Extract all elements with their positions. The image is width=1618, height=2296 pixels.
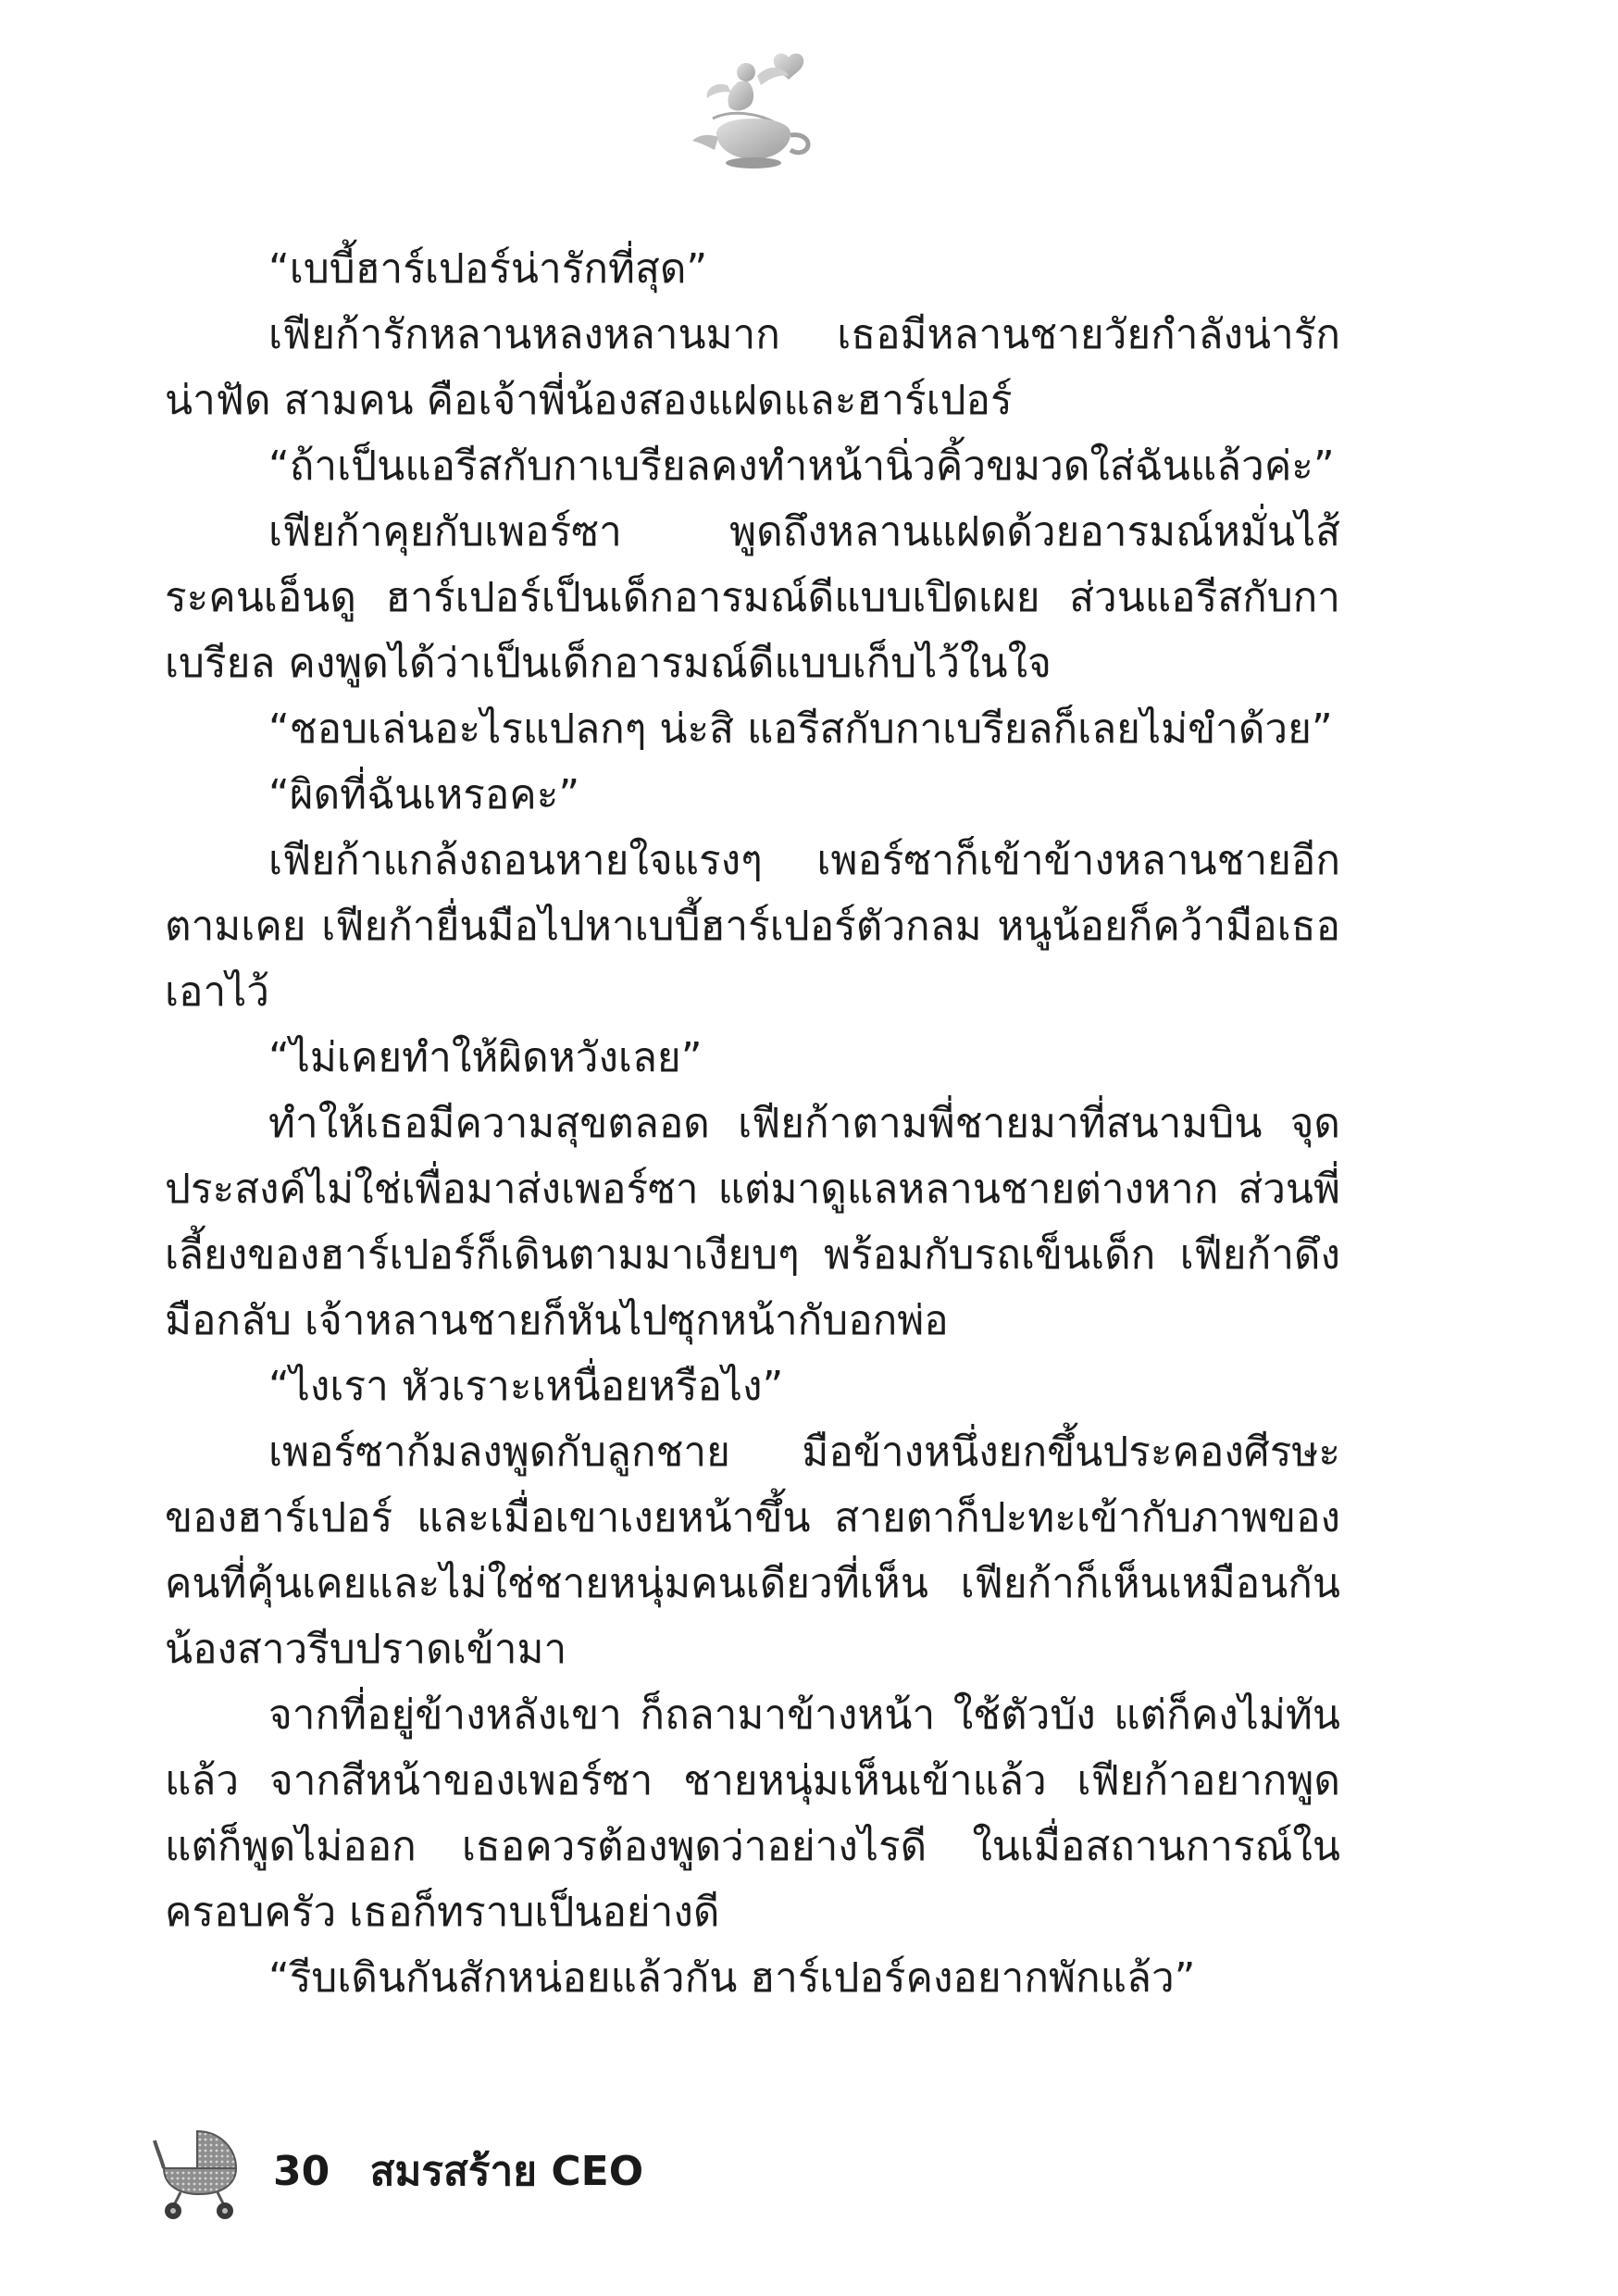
paragraph: เฟียก้ารักหลานหลงหลานมาก เธอมีหลานชายวัยกำลังน่ารักน่าฟัด สามคน คือเจ้าพี่น้องสองแฝดและฮาร์เปอร์ bbox=[165, 311, 1340, 424]
paragraph: ทำให้เธอมีความสุขตลอด เฟียก้าตามพี่ชายมาที่สนามบิน จุดประสงค์ไม่ใช่เพื่อมาส่งเพอร์ซา แต่มาดูแลหลานชายต่างหาก ส่วนพี่เลี้ยงของฮาร์เปอร์ก็เดินตามมาเงียบๆ พร้อมกับรถเข็นเด็ก เฟียก้าดึงมือกลับ เจ้าหลานชายก็หันไปซุกหน้ากับอกพ่อ bbox=[165, 1100, 1340, 1344]
paragraph: เฟียก้าแกล้งถอนหายใจแรงๆ เพอร์ซาก็เข้าข้างหลานชายอีกตามเคย เฟียก้ายื่นมือไปหาเบบี้ฮาร์เปอร์ตัวกลม หนูน้อยก็คว้ามือเธอเอาไว้ bbox=[165, 837, 1340, 1016]
paragraph: “ถ้าเป็นแอรีสกับกาเบรียลคงทำหน้านิ่วคิ้วขมวดใส่ฉันแล้วค่ะ” bbox=[268, 443, 1335, 490]
book-title: สมรสร้าย CEO bbox=[369, 2148, 644, 2195]
paragraph: เฟียก้าคุยกับเพอร์ซา พูดถึงหลานแฝดด้วยอารมณ์หมั่นไส้ระคนเอ็นดู ฮาร์เปอร์เป็นเด็กอารมณ์ดีแบบเปิดเผย ส่วนแอรีสกับกาเบรียล คงพูดได้ว่าเป็นเด็กอารมณ์ดีแบบเก็บไว้ในใจ bbox=[165, 508, 1340, 687]
folio bbox=[273, 2139, 643, 2203]
page-number: 30 bbox=[273, 2148, 330, 2195]
paragraph: “ชอบเล่นอะไรแปลกๆ น่ะสิ แอรีสกับกาเบรียลก็เลยไม่ขำด้วย” bbox=[268, 705, 1333, 753]
paragraph: “ไม่เคยทำให้ผิดหวังเลย” bbox=[268, 1034, 703, 1081]
paragraph: “ผิดที่ฉันเหรอคะ” bbox=[268, 771, 580, 818]
page-footer bbox=[153, 2120, 643, 2222]
paragraph: เพอร์ซาก้มลงพูดกับลูกชาย มือข้างหนึ่งยกขึ้นประคองศีรษะของฮาร์เปอร์ และเมื่อเขาเงยหน้าขึ้น สายตาก็ปะทะเข้ากับภาพของคนที่คุ้นเคยและไม่ใช่ชายหนุ่มคนเดียวที่เห็น เฟียก้าก็เห็นเหมือนกัน น้องสาวรีบปราดเข้ามา bbox=[165, 1429, 1340, 1673]
cupid-teapot-ornament-icon bbox=[685, 48, 824, 178]
paragraph: “รีบเดินกันสักหน่อยแล้วกัน ฮาร์เปอร์คงอยากพักแล้ว” bbox=[268, 1954, 1196, 2002]
paragraph: “ไงเรา หัวเราะเหนื่อยหรือไง” bbox=[268, 1363, 784, 1410]
paragraph: “เบบี้ฮาร์เปอร์น่ารักที่สุด” bbox=[268, 245, 708, 293]
paragraph: จากที่อยู่ข้างหลังเขา ก็ถลามาข้างหน้า ใช้ตัวบัง แต่ก็คงไม่ทันแล้ว จากสีหน้าของเพอร์ซา ชายหนุ่มเห็นเข้าแล้ว เฟียก้าอยากพูด แต่ก็พูดไม่ออก เธอควรต้องพูดว่าอย่างไรดี ในเมื่อสถานการณ์ในครอบครัว เธอก็ทราบเป็นอย่างดี bbox=[165, 1691, 1340, 1936]
body-text bbox=[165, 236, 1340, 2011]
baby-stroller-icon bbox=[153, 2120, 245, 2222]
